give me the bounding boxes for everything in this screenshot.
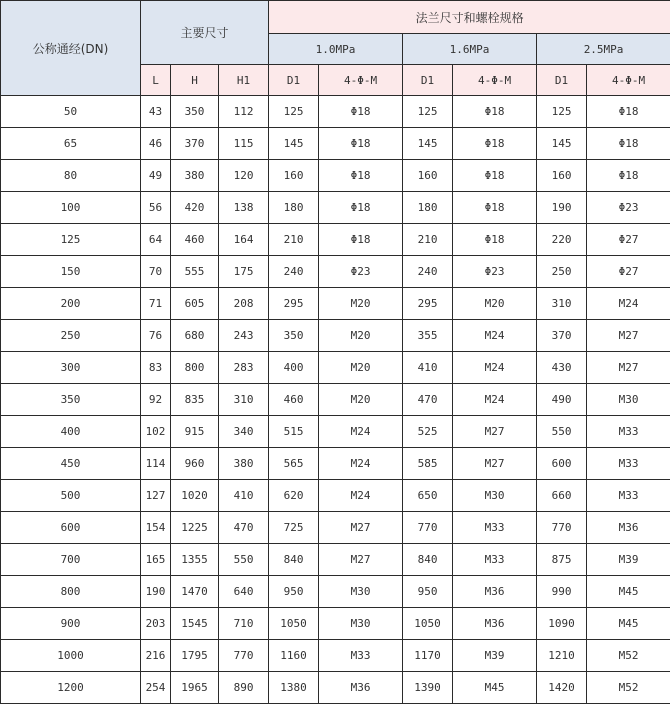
- table-row: [1, 512, 670, 544]
- cell-bolt: M36: [319, 672, 403, 704]
- cell-h1: 380: [219, 448, 269, 480]
- cell-bolt: M33: [587, 448, 670, 480]
- cell-l: 127: [141, 480, 171, 512]
- cell-bolt: Φ18: [453, 128, 537, 160]
- cell-h: 1225: [171, 512, 219, 544]
- cell-d1: 875: [537, 544, 587, 576]
- cell-d1: 240: [269, 256, 319, 288]
- cell-bolt: M24: [453, 384, 537, 416]
- cell-bolt: M30: [453, 480, 537, 512]
- cell-d1: 515: [269, 416, 319, 448]
- cell-d1: 310: [537, 288, 587, 320]
- header-pressure-1: 1.0MPa: [269, 34, 403, 65]
- cell-bolt: M20: [319, 320, 403, 352]
- cell-dn: 100: [1, 192, 141, 224]
- header-flange: 法兰尺寸和螺栓规格: [269, 1, 670, 34]
- col-header-bolt: 4-Φ-M: [453, 65, 537, 96]
- cell-bolt: M20: [319, 288, 403, 320]
- cell-bolt: M33: [453, 512, 537, 544]
- cell-h: 370: [171, 128, 219, 160]
- cell-h1: 243: [219, 320, 269, 352]
- header-pressure-3: 2.5MPa: [537, 34, 670, 65]
- cell-h1: 710: [219, 608, 269, 640]
- table-row: [1, 320, 670, 352]
- cell-d1: 370: [537, 320, 587, 352]
- cell-bolt: M24: [319, 416, 403, 448]
- cell-bolt: M45: [453, 672, 537, 704]
- cell-h: 680: [171, 320, 219, 352]
- cell-bolt: Φ18: [319, 96, 403, 128]
- cell-dn: 125: [1, 224, 141, 256]
- cell-h1: 164: [219, 224, 269, 256]
- cell-d1: 770: [537, 512, 587, 544]
- cell-bolt: Φ18: [453, 96, 537, 128]
- cell-d1: 585: [403, 448, 453, 480]
- cell-h1: 410: [219, 480, 269, 512]
- cell-d1: 160: [403, 160, 453, 192]
- cell-h1: 283: [219, 352, 269, 384]
- cell-d1: 160: [537, 160, 587, 192]
- col-header-d1: D1: [537, 65, 587, 96]
- table-row: [1, 288, 670, 320]
- table-row: [1, 256, 670, 288]
- cell-d1: 220: [537, 224, 587, 256]
- cell-h: 835: [171, 384, 219, 416]
- cell-l: 154: [141, 512, 171, 544]
- cell-bolt: M52: [587, 672, 670, 704]
- cell-d1: 1050: [269, 608, 319, 640]
- cell-bolt: Φ23: [453, 256, 537, 288]
- cell-l: 70: [141, 256, 171, 288]
- cell-d1: 145: [403, 128, 453, 160]
- cell-dn: 700: [1, 544, 141, 576]
- cell-d1: 125: [269, 96, 319, 128]
- cell-bolt: Φ18: [319, 128, 403, 160]
- cell-d1: 725: [269, 512, 319, 544]
- cell-h: 420: [171, 192, 219, 224]
- header-pressure-2: 1.6MPa: [403, 34, 537, 65]
- cell-bolt: M52: [587, 640, 670, 672]
- cell-d1: 430: [537, 352, 587, 384]
- table-row: [1, 352, 670, 384]
- cell-d1: 240: [403, 256, 453, 288]
- cell-d1: 460: [269, 384, 319, 416]
- cell-d1: 145: [537, 128, 587, 160]
- cell-l: 43: [141, 96, 171, 128]
- table-row: [1, 224, 670, 256]
- cell-bolt: M24: [453, 352, 537, 384]
- table-row: [1, 160, 670, 192]
- cell-h1: 890: [219, 672, 269, 704]
- cell-bolt: M20: [319, 352, 403, 384]
- cell-bolt: M33: [587, 480, 670, 512]
- cell-h1: 470: [219, 512, 269, 544]
- cell-dn: 300: [1, 352, 141, 384]
- table-row: [1, 448, 670, 480]
- cell-d1: 145: [269, 128, 319, 160]
- table-row: [1, 640, 670, 672]
- cell-dn: 250: [1, 320, 141, 352]
- cell-l: 92: [141, 384, 171, 416]
- cell-bolt: M24: [319, 448, 403, 480]
- cell-l: 203: [141, 608, 171, 640]
- cell-d1: 470: [403, 384, 453, 416]
- cell-d1: 1210: [537, 640, 587, 672]
- cell-bolt: M27: [319, 544, 403, 576]
- cell-dn: 150: [1, 256, 141, 288]
- cell-d1: 550: [537, 416, 587, 448]
- cell-h: 1965: [171, 672, 219, 704]
- cell-d1: 160: [269, 160, 319, 192]
- table-row: [1, 544, 670, 576]
- cell-d1: 400: [269, 352, 319, 384]
- cell-bolt: Φ18: [453, 160, 537, 192]
- col-header-l: L: [141, 65, 171, 96]
- cell-h: 350: [171, 96, 219, 128]
- cell-d1: 210: [269, 224, 319, 256]
- cell-d1: 660: [537, 480, 587, 512]
- cell-bolt: M36: [453, 576, 537, 608]
- cell-bolt: M30: [319, 608, 403, 640]
- cell-l: 190: [141, 576, 171, 608]
- cell-d1: 1420: [537, 672, 587, 704]
- cell-dn: 350: [1, 384, 141, 416]
- table-row: [1, 96, 670, 128]
- cell-d1: 650: [403, 480, 453, 512]
- cell-d1: 600: [537, 448, 587, 480]
- cell-l: 165: [141, 544, 171, 576]
- table-row: [1, 608, 670, 640]
- cell-bolt: Φ27: [587, 224, 670, 256]
- cell-bolt: Φ18: [587, 160, 670, 192]
- cell-bolt: M27: [453, 448, 537, 480]
- cell-dn: 1000: [1, 640, 141, 672]
- cell-d1: 1390: [403, 672, 453, 704]
- cell-d1: 1090: [537, 608, 587, 640]
- cell-bolt: M30: [587, 384, 670, 416]
- cell-d1: 620: [269, 480, 319, 512]
- table-row: [1, 416, 670, 448]
- cell-l: 254: [141, 672, 171, 704]
- cell-l: 83: [141, 352, 171, 384]
- cell-dn: 900: [1, 608, 141, 640]
- cell-d1: 1380: [269, 672, 319, 704]
- cell-h: 380: [171, 160, 219, 192]
- cell-d1: 1050: [403, 608, 453, 640]
- cell-bolt: Φ27: [587, 256, 670, 288]
- cell-l: 56: [141, 192, 171, 224]
- cell-dn: 600: [1, 512, 141, 544]
- cell-h: 460: [171, 224, 219, 256]
- cell-bolt: M36: [587, 512, 670, 544]
- cell-d1: 180: [269, 192, 319, 224]
- cell-bolt: M20: [319, 384, 403, 416]
- cell-d1: 990: [537, 576, 587, 608]
- cell-d1: 525: [403, 416, 453, 448]
- cell-bolt: M27: [319, 512, 403, 544]
- cell-h1: 208: [219, 288, 269, 320]
- cell-dn: 1200: [1, 672, 141, 704]
- cell-dn: 80: [1, 160, 141, 192]
- cell-bolt: M45: [587, 608, 670, 640]
- cell-d1: 125: [537, 96, 587, 128]
- cell-d1: 125: [403, 96, 453, 128]
- cell-h: 800: [171, 352, 219, 384]
- cell-h: 1470: [171, 576, 219, 608]
- cell-l: 114: [141, 448, 171, 480]
- cell-l: 46: [141, 128, 171, 160]
- col-header-h: H: [171, 65, 219, 96]
- table-body: [1, 96, 670, 704]
- cell-bolt: M27: [587, 320, 670, 352]
- cell-bolt: Φ18: [587, 128, 670, 160]
- cell-bolt: Φ18: [319, 224, 403, 256]
- cell-dn: 200: [1, 288, 141, 320]
- cell-dn: 400: [1, 416, 141, 448]
- cell-h: 1020: [171, 480, 219, 512]
- cell-bolt: M45: [587, 576, 670, 608]
- cell-d1: 565: [269, 448, 319, 480]
- cell-d1: 250: [537, 256, 587, 288]
- cell-d1: 295: [403, 288, 453, 320]
- cell-h1: 550: [219, 544, 269, 576]
- cell-bolt: M20: [453, 288, 537, 320]
- table-row: [1, 192, 670, 224]
- cell-d1: 180: [403, 192, 453, 224]
- cell-h: 1795: [171, 640, 219, 672]
- header-main-dims: 主要尺寸: [141, 1, 269, 65]
- cell-bolt: M24: [453, 320, 537, 352]
- cell-bolt: Φ18: [587, 96, 670, 128]
- cell-dn: 500: [1, 480, 141, 512]
- cell-bolt: Φ18: [453, 224, 537, 256]
- table-row: [1, 480, 670, 512]
- cell-h1: 770: [219, 640, 269, 672]
- cell-dn: 450: [1, 448, 141, 480]
- cell-d1: 840: [403, 544, 453, 576]
- cell-bolt: Φ18: [453, 192, 537, 224]
- cell-h: 605: [171, 288, 219, 320]
- table-row: [1, 128, 670, 160]
- cell-l: 49: [141, 160, 171, 192]
- col-header-bolt: 4-Φ-M: [319, 65, 403, 96]
- cell-bolt: Φ18: [319, 192, 403, 224]
- header-dn: 公称通经(DN): [1, 1, 141, 96]
- cell-h: 555: [171, 256, 219, 288]
- table-row: [1, 384, 670, 416]
- cell-l: 76: [141, 320, 171, 352]
- col-header-d1: D1: [269, 65, 319, 96]
- col-header-h1: H1: [219, 65, 269, 96]
- cell-h: 1355: [171, 544, 219, 576]
- cell-l: 71: [141, 288, 171, 320]
- cell-dn: 50: [1, 96, 141, 128]
- cell-d1: 295: [269, 288, 319, 320]
- cell-d1: 950: [269, 576, 319, 608]
- cell-d1: 1170: [403, 640, 453, 672]
- cell-bolt: M33: [453, 544, 537, 576]
- table-row: [1, 576, 670, 608]
- col-header-bolt: 4-Φ-M: [587, 65, 670, 96]
- cell-d1: 350: [269, 320, 319, 352]
- cell-d1: 410: [403, 352, 453, 384]
- cell-h1: 310: [219, 384, 269, 416]
- cell-bolt: M33: [319, 640, 403, 672]
- cell-h1: 175: [219, 256, 269, 288]
- cell-d1: 355: [403, 320, 453, 352]
- col-header-d1: D1: [403, 65, 453, 96]
- cell-h1: 340: [219, 416, 269, 448]
- cell-h1: 640: [219, 576, 269, 608]
- cell-bolt: M27: [453, 416, 537, 448]
- cell-h1: 120: [219, 160, 269, 192]
- cell-bolt: Φ23: [319, 256, 403, 288]
- cell-dn: 65: [1, 128, 141, 160]
- cell-d1: 770: [403, 512, 453, 544]
- cell-d1: 210: [403, 224, 453, 256]
- cell-h: 915: [171, 416, 219, 448]
- cell-bolt: M24: [587, 288, 670, 320]
- cell-l: 64: [141, 224, 171, 256]
- cell-bolt: Φ23: [587, 192, 670, 224]
- cell-h1: 138: [219, 192, 269, 224]
- cell-bolt: M27: [587, 352, 670, 384]
- cell-bolt: M24: [319, 480, 403, 512]
- cell-bolt: M39: [453, 640, 537, 672]
- cell-l: 102: [141, 416, 171, 448]
- cell-l: 216: [141, 640, 171, 672]
- cell-h: 1545: [171, 608, 219, 640]
- cell-bolt: M30: [319, 576, 403, 608]
- cell-d1: 1160: [269, 640, 319, 672]
- cell-bolt: M36: [453, 608, 537, 640]
- cell-d1: 840: [269, 544, 319, 576]
- cell-d1: 190: [537, 192, 587, 224]
- cell-bolt: M39: [587, 544, 670, 576]
- cell-bolt: Φ18: [319, 160, 403, 192]
- cell-dn: 800: [1, 576, 141, 608]
- cell-h1: 112: [219, 96, 269, 128]
- cell-h: 960: [171, 448, 219, 480]
- cell-d1: 950: [403, 576, 453, 608]
- table-row: [1, 672, 670, 704]
- cell-h1: 115: [219, 128, 269, 160]
- cell-bolt: M33: [587, 416, 670, 448]
- cell-d1: 490: [537, 384, 587, 416]
